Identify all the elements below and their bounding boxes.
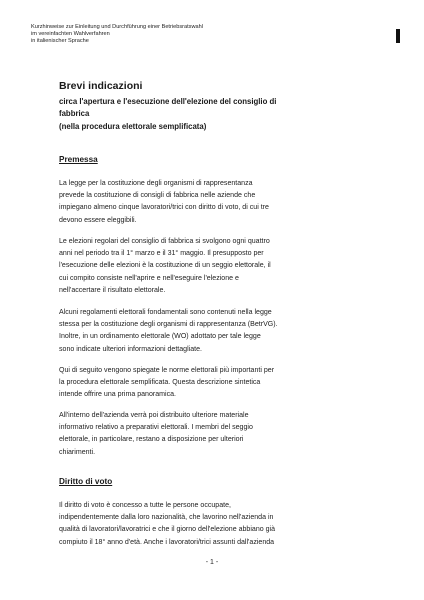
document-header [31, 24, 331, 46]
paragraph-line: sono indicate ulteriori informazioni dettagliate. [59, 345, 202, 353]
paragraph-line: stessa per la costituzione degli organismi di rappresentanza (BetrVG). [59, 321, 278, 329]
paragraph-line: elettorale, in particolare, restano a disposizione per ulteriori [59, 436, 244, 444]
paragraph-line: Inoltre, in un ordinamento elettorale (WO) adottato per tale legge [59, 333, 261, 341]
paragraph [59, 236, 367, 297]
margin-mark [396, 29, 400, 43]
paragraph-line: intende offrire una prima panoramica. [59, 391, 176, 399]
subtitle-line: fabbrica [59, 109, 90, 119]
paragraph [59, 178, 367, 227]
paragraph [59, 500, 367, 549]
paragraph-line: Qui di seguito vengono spiegate le norme elettorali più importanti per [59, 367, 275, 374]
paragraph-line: chiarimenti. [59, 448, 96, 456]
paragraph-line: prevede la costituzione di consigli di fabbrica nelle aziende che [59, 192, 256, 200]
paragraph-line: Alcuni regolamenti elettorali fondamentali sono contenuti nella legge [59, 309, 272, 316]
page-number: - 1 - [205, 559, 219, 566]
paragraph-line: qualità di lavoratori/lavoratrici e che il giorno dell'elezione abbiano già [59, 526, 276, 534]
document-subtitle [59, 96, 379, 133]
paragraph-line: anni nel periodo tra il 1° marzo e il 31° maggio. Il presupposto per [59, 250, 264, 258]
header-line: in italienischer Sprache [31, 38, 89, 45]
paragraph-line: Il diritto di voto è concesso a tutte le persone occupate, [59, 502, 231, 509]
paragraph [59, 365, 367, 402]
section-heading-premessa: Premessa [59, 155, 98, 164]
paragraph [59, 410, 367, 459]
paragraph-line: compiuto il 18° anno d'età. Anche i lavoratori/trici assunti dall'azienda [59, 538, 275, 546]
header-line: im vereinfachten Wahlverfahren [31, 31, 110, 38]
paragraph-line: l'esecuzione delle elezioni è la costituzione di un seggio elettorale, il [59, 262, 271, 270]
paragraph-line: devono essere eleggibili. [59, 216, 137, 224]
subtitle-line: circa l'apertura e l'esecuzione dell'elezione del consiglio di [59, 97, 277, 106]
section-heading-diritto-di-voto: Diritto di voto [59, 477, 113, 486]
paragraph-line: indipendentemente dalla loro nazionalità, che lavorino nell'azienda in [59, 514, 274, 522]
paragraph-line: All'interno dell'azienda verrà poi distribuito ulteriore materiale [59, 412, 249, 419]
paragraph-line: informativo relativo a preparativi elettorali. I membri del seggio [59, 424, 253, 432]
paragraph-line: Le elezioni regolari del consiglio di fabbrica si svolgono ogni quattro [59, 238, 270, 245]
header-line: Kurzhinweise zur Einleitung und Durchführung einer Betriebsratswahl [31, 24, 203, 30]
subtitle-line: (nella procedura elettorale semplificata) [59, 121, 207, 131]
document-title: Brevi indicazioni [59, 80, 143, 92]
paragraph-line: la procedura elettorale semplificata. Questa descrizione sintetica [59, 379, 261, 387]
paragraph-line: impiegano almeno cinque lavoratori/trici con diritto di voto, di cui tre [59, 204, 269, 212]
paragraph-line: La legge per la costituzione degli organismi di rappresentanza [59, 180, 253, 187]
paragraph-line: nell'accertare il risultato elettorale. [59, 286, 166, 294]
paragraph [59, 307, 367, 356]
paragraph-line: cui compito consiste nell'aprire e nell'eseguire l'elezione e [59, 274, 239, 282]
